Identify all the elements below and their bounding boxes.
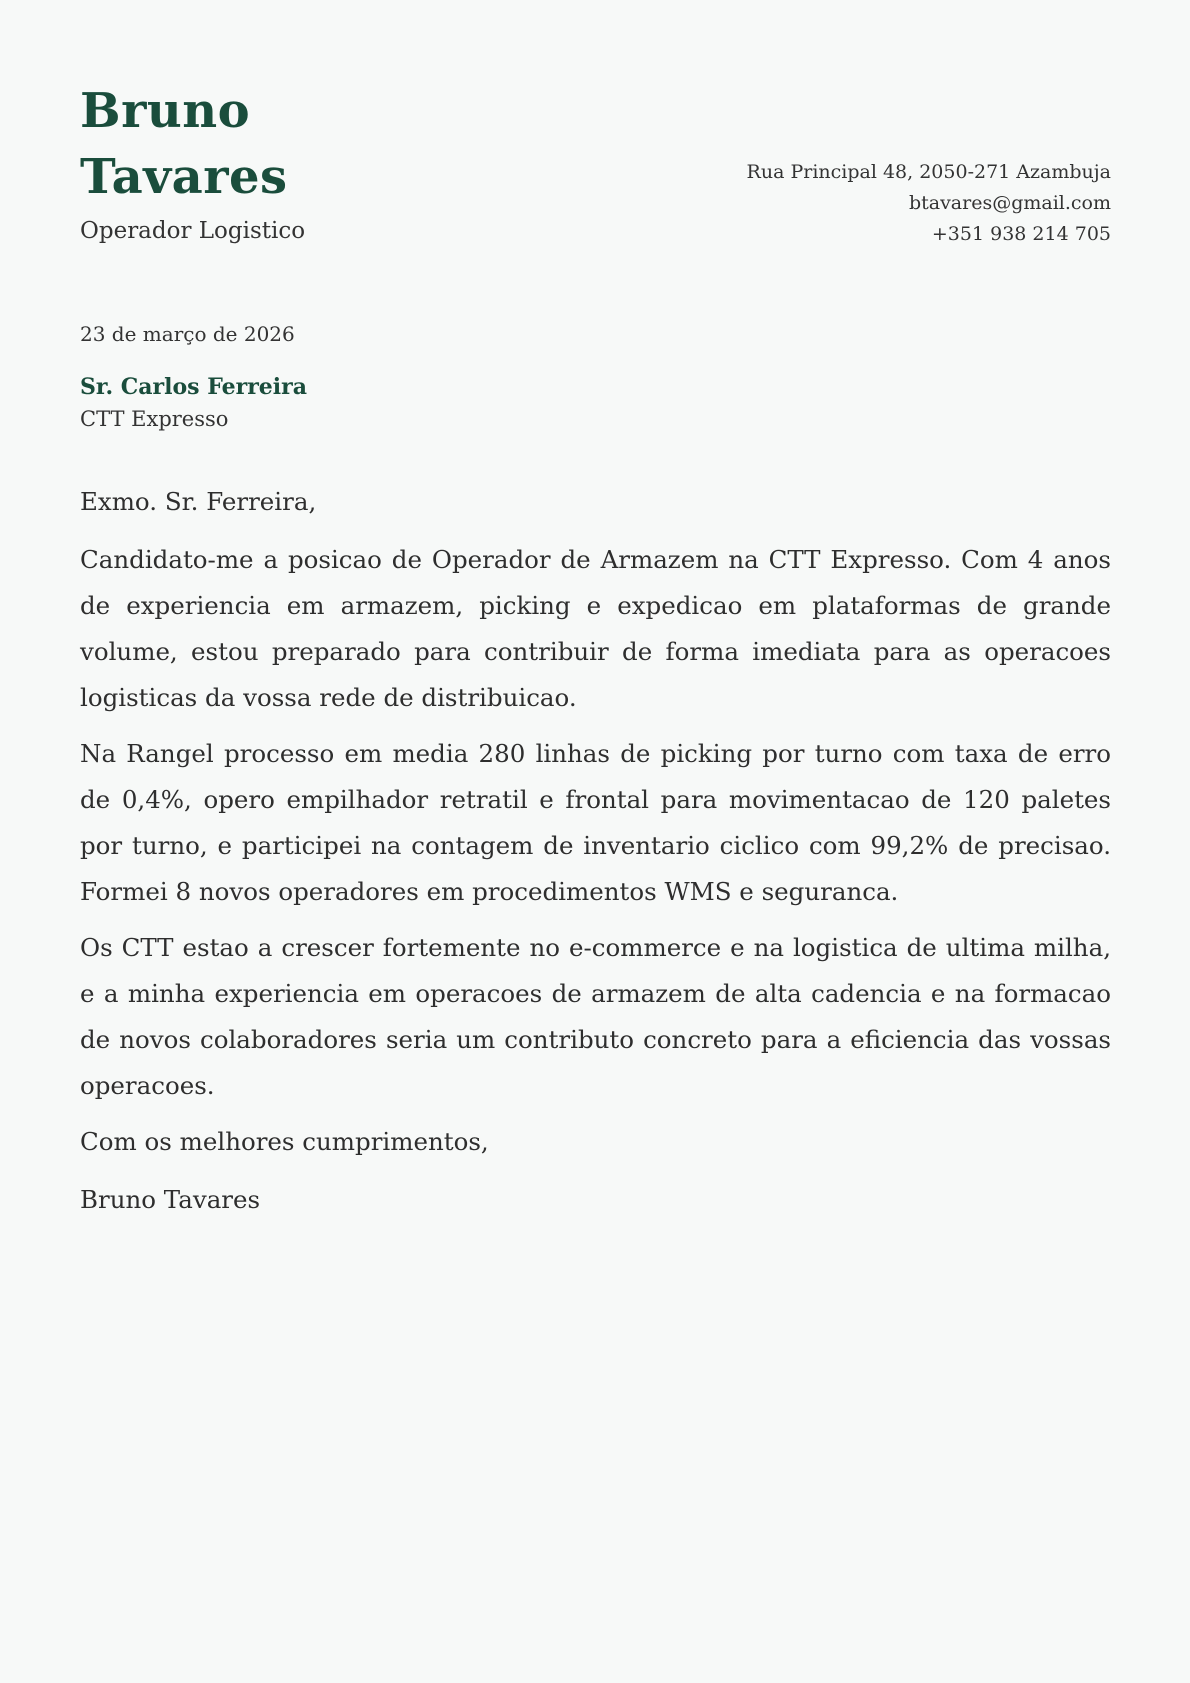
- letter-closing: Com os melhores cumprimentos,: [80, 1127, 489, 1156]
- letter-signature: Bruno Tavares: [80, 1185, 261, 1214]
- letter-header: [80, 0, 1111, 260]
- letter-greeting: Exmo. Sr. Ferreira,: [80, 487, 317, 516]
- applicant-role: Operador Logistico: [80, 218, 306, 244]
- letter-paragraph: Candidato-me a posicao de Operador de Armazem na CTT Expresso. Com 4 anos de experiencia em armazem, picking e expedicao em plataformas de grande volume, estou preparado para contribuir de forma imediata para as operacoes logisticas da vossa rede de distribuicao.: [80, 545, 1111, 712]
- contact-address: Rua Principal 48, 2050-271 Azambuja: [746, 161, 1111, 183]
- applicant-first-name: Bruno: [80, 83, 251, 139]
- contact-email: btavares@gmail.com: [908, 192, 1111, 214]
- applicant-name: [80, 78, 288, 210]
- letter-paragraph: Na Rangel processo em media 280 linhas de picking por turno com taxa de erro de 0,4%, opero empilhador retratil e frontal para movimentacao de 120 paletes por turno, e participei na contagem de inventario ciclico com 99,2% de precisao. Formei 8 novos operadores em procedimentos WMS e seguranca.: [80, 739, 1111, 906]
- contact-block: [747, 157, 1111, 250]
- recipient-block: [80, 371, 307, 435]
- letter-body: [80, 479, 1111, 1233]
- cover-letter: [80, 0, 1111, 1214]
- contact-phone: +351 938 214 705: [931, 223, 1111, 245]
- letter-paragraph: Os CTT estao a crescer fortemente no e-commerce e na logistica de ultima milha, e a minha experiencia em operacoes de armazem de alta cadencia e na formacao de novos colaboradores seria um contributo concreto para a eficiencia das vossas operacoes.: [80, 933, 1111, 1100]
- recipient-company: CTT Expresso: [80, 407, 229, 431]
- letter-date: 23 de março de 2026: [80, 322, 295, 346]
- applicant-last-name: Tavares: [80, 149, 288, 205]
- recipient-name: Sr. Carlos Ferreira: [80, 374, 308, 400]
